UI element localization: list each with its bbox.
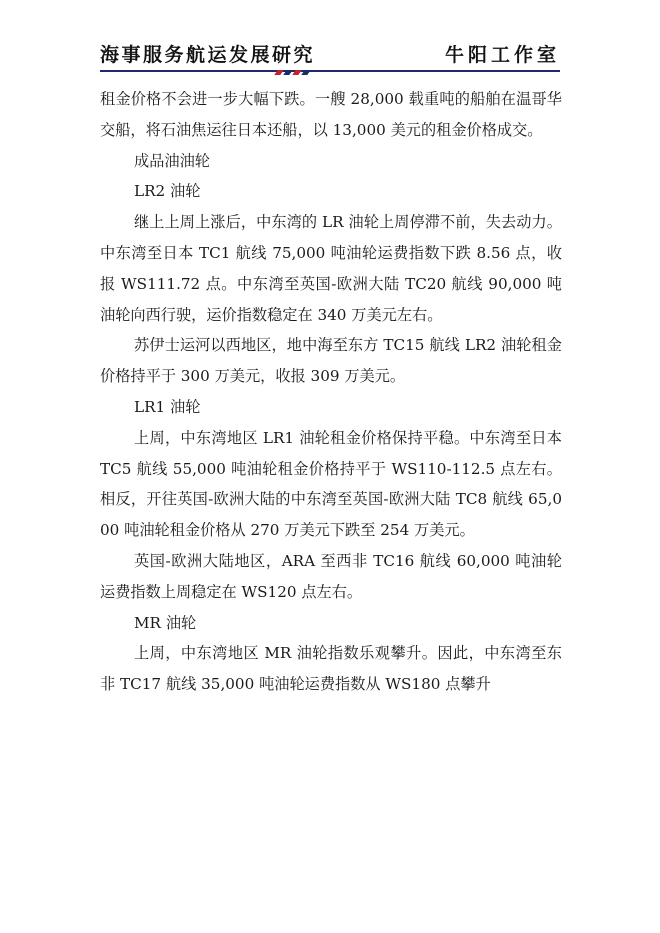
paragraph: 上周，中东湾地区 MR 油轮指数乐观攀升。因此，中东湾至东非 TC17 航线 35,000 吨油轮运费指数从 WS180 点攀升 xyxy=(100,644,562,694)
paragraph: 租金价格不会进一步大幅下跌。一艘 28,000 载重吨的船舶在温哥华交船，将石油焦运往日本还船，以 13,000 美元的租金价格成交。 xyxy=(100,90,562,139)
header-title-right: 牛阳工作室 xyxy=(444,44,560,66)
paragraph: 继上上周上涨后，中东湾的 LR 油轮上周停滞不前，失去动力。中东湾至日本 TC1 航线 75,000 吨油轮运费指数下跌 8.56 点，收报 WS111.72 点。中东湾至英国-欧洲大陆 TC20 航线 90,000 吨油轮向西行驶，运价指数稳定在 340 万美元左右。 xyxy=(100,213,562,324)
document-body xyxy=(100,84,562,700)
page-header xyxy=(100,38,560,72)
paragraph: 苏伊士运河以西地区，地中海至东方 TC15 航线 LR2 油轮租金价格持平于 300 万美元，收报 309 万美元。 xyxy=(100,336,562,386)
header-rule-line xyxy=(100,70,560,72)
subsection-heading: MR 油轮 xyxy=(134,613,197,632)
paragraph: 上周，中东湾地区 LR1 油轮租金价格保持平稳。中东湾至日本 TC5 航线 55,000 吨油轮租金价格持平于 WS110-112.5 点左右。相反，开往英国-欧洲大陆的中东湾至英国-欧洲大陆 TC8 航线 65,000 吨油轮租金价格从 270 万美元下跌至 254 万美元。 xyxy=(100,428,562,540)
accent-mark xyxy=(301,70,311,75)
subsection-heading: LR1 油轮 xyxy=(134,397,201,416)
header-rule-accent xyxy=(276,70,316,75)
header-title-left: 海事服务航运发展研究 xyxy=(100,44,316,66)
section-heading: 成品油油轮 xyxy=(134,151,210,170)
header-rule xyxy=(100,70,560,73)
paragraph: 英国-欧洲大陆地区，ARA 至西非 TC16 航线 60,000 吨油轮运费指数上周稳定在 WS120 点左右。 xyxy=(100,551,562,601)
subsection-heading: LR2 油轮 xyxy=(134,182,201,201)
